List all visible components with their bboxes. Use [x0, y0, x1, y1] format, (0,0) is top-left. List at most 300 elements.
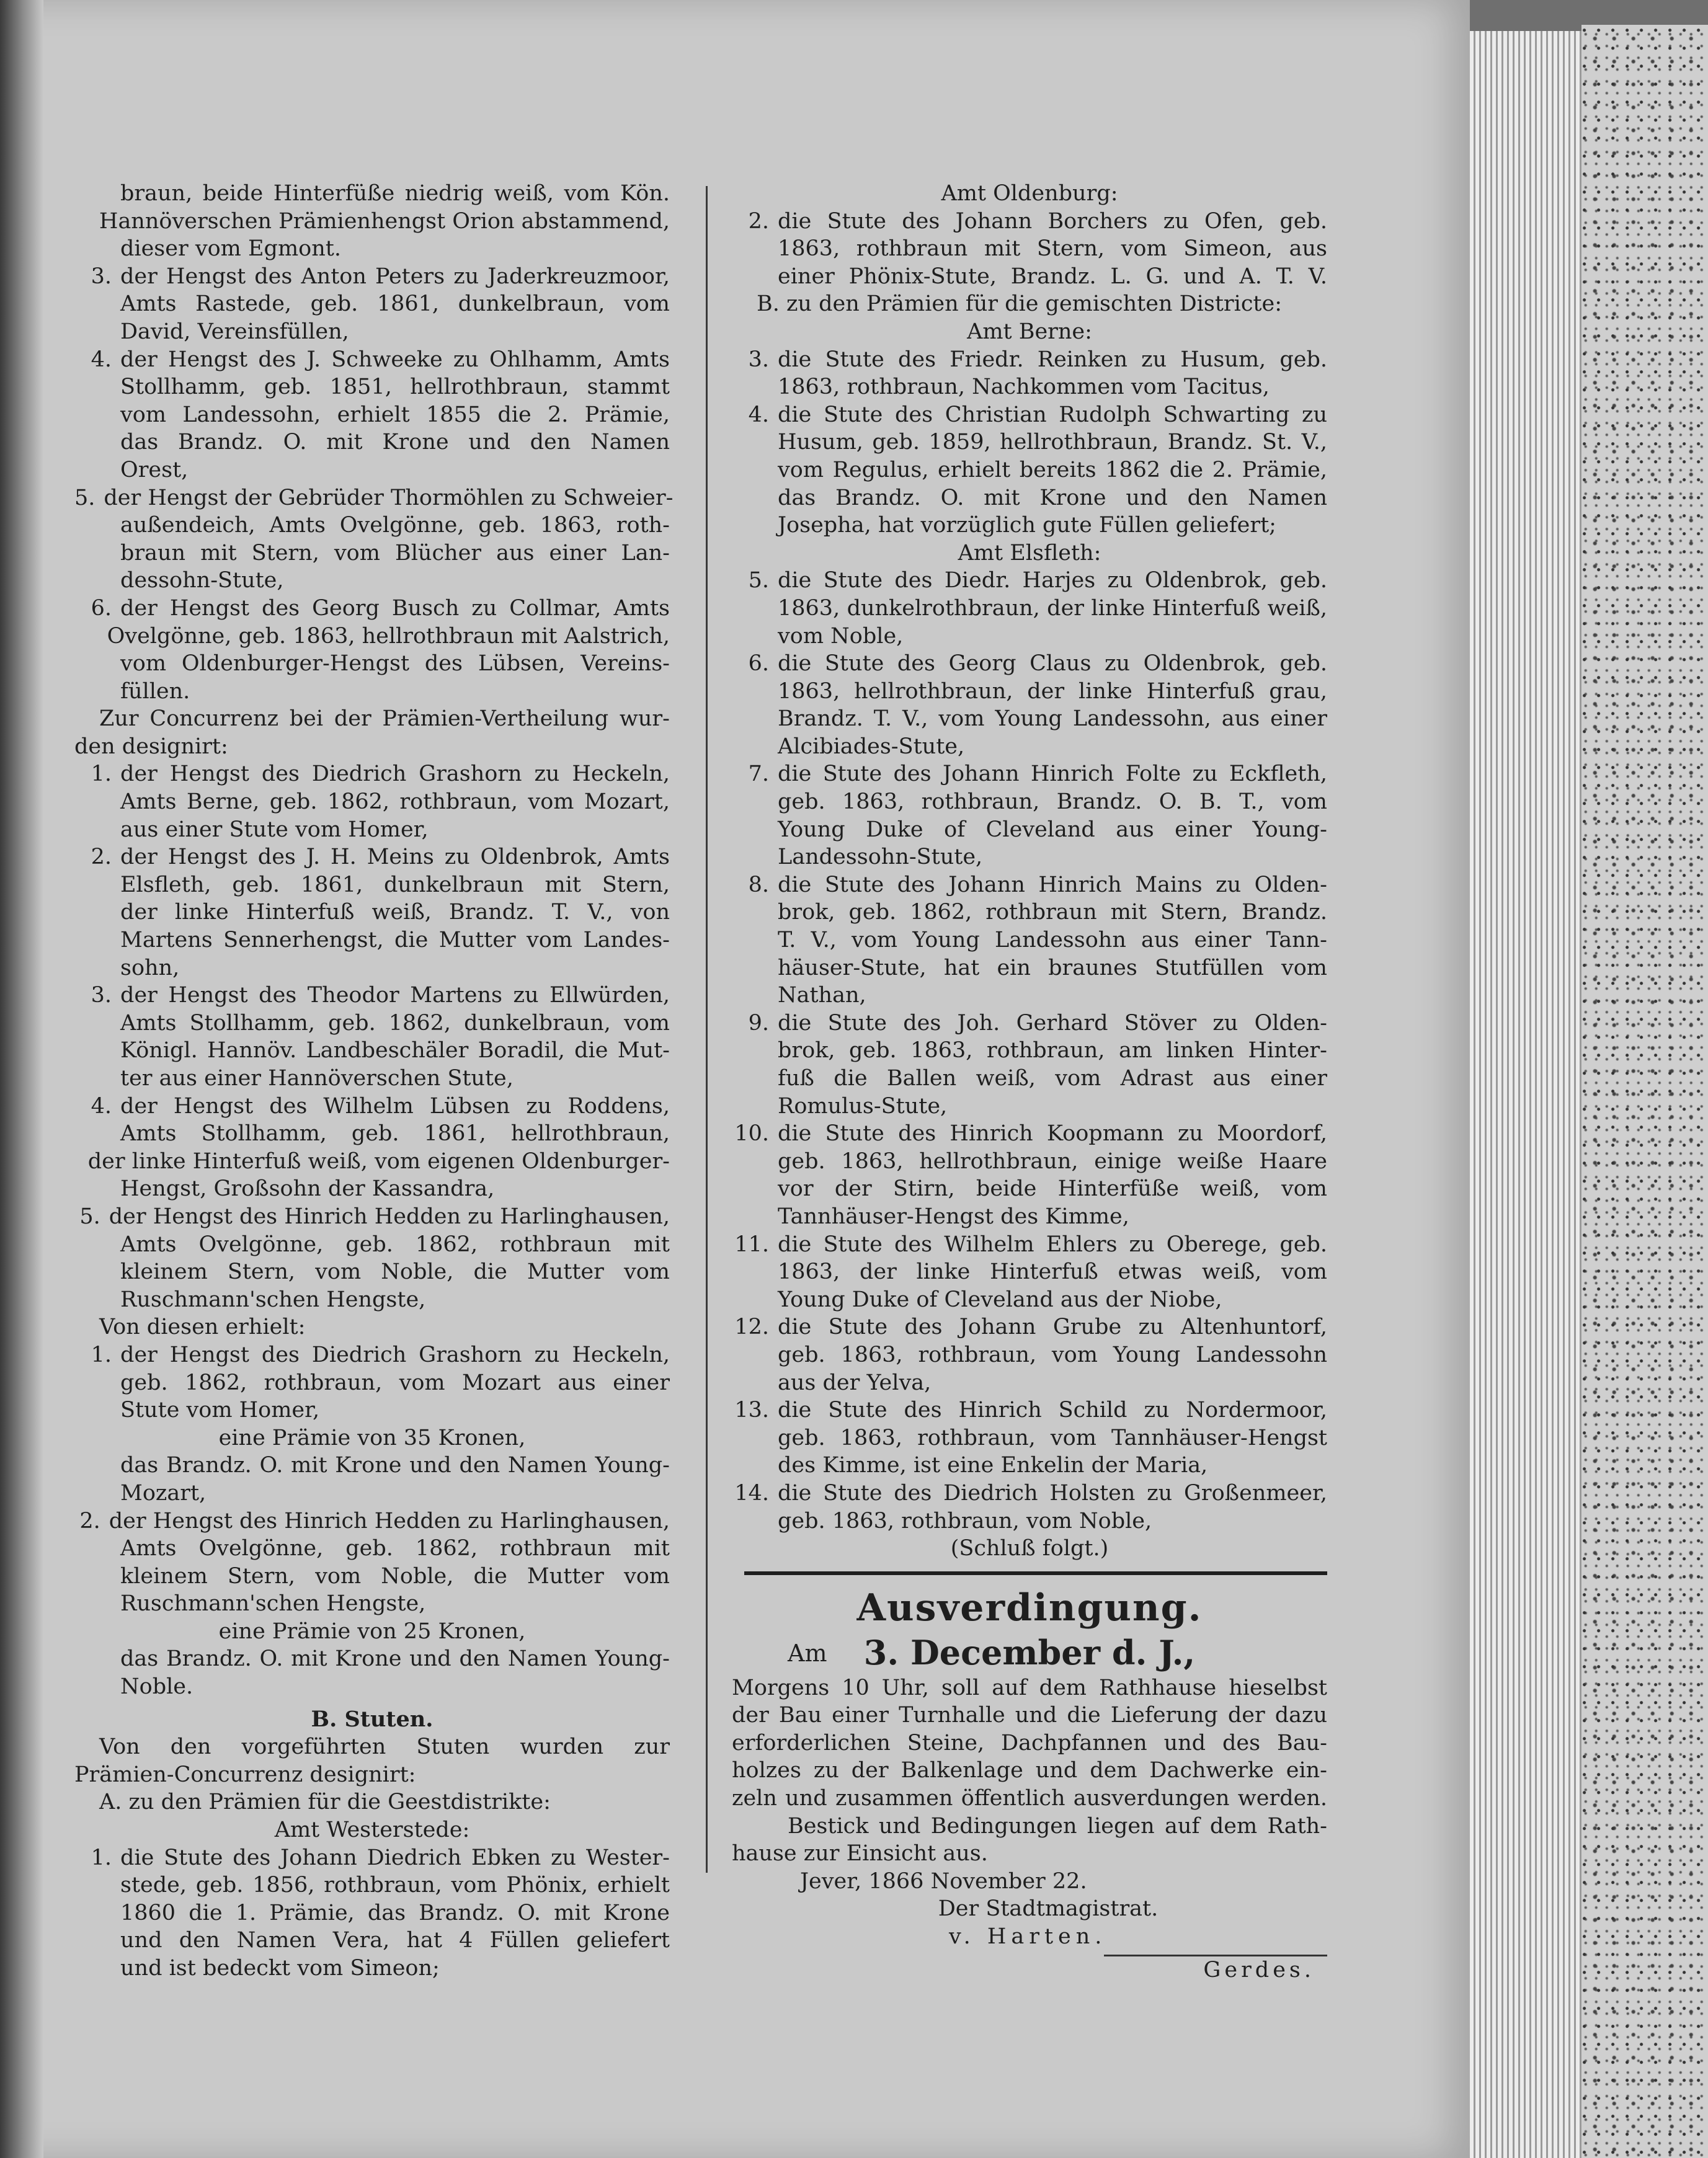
item-text: 1860 die 1. Prämie, das Brandz. O. mit Krone [120, 1900, 670, 1925]
list-item-line [74, 1175, 670, 1203]
list-item-line [74, 540, 670, 567]
list-item-line [732, 843, 1327, 871]
list-item-line [732, 899, 1327, 926]
item-number [74, 1480, 112, 1507]
list-item-line [732, 1341, 1327, 1369]
item-number [74, 926, 112, 954]
list-item-line [74, 1480, 670, 1507]
list-item-line [732, 1203, 1327, 1231]
item-text: Ruschmann'schen Hengste, [120, 1591, 426, 1617]
item-text: Josepha, hat vorzüglich gute Füllen geliefert; [778, 513, 1276, 538]
item-text: und ist bedeckt vom Simeon; [120, 1956, 440, 1981]
item-text: das Brandz. O. mit Krone und den Namen [120, 430, 670, 455]
list-item-start [732, 1396, 1327, 1424]
item-text: Nathan, [778, 983, 866, 1008]
list-item-line [74, 1645, 670, 1673]
item-text: geb. 1862, rothbraun, vom Mozart aus einer [120, 1370, 670, 1395]
notice-rule [744, 1571, 1327, 1575]
list-item-line [732, 373, 1327, 401]
item-number [74, 1037, 112, 1065]
item-text: der Hengst der Gebrüder Thormöhlen zu Schweier- [104, 485, 674, 510]
item-text: ter aus einer Hannöverschen Stute, [120, 1066, 514, 1091]
list-item-line [74, 1452, 670, 1480]
item-number [74, 428, 112, 456]
paragraph-line: Prämien-Concurrenz designirt: [74, 1762, 416, 1787]
item-number [74, 512, 112, 540]
notice-signatory: v. Harten. [949, 1924, 1107, 1950]
item-text: vom Regulus, erhielt bereits 1862 die 2. Prämie, [778, 457, 1327, 482]
list-item-line [74, 1396, 670, 1424]
item-number [732, 428, 769, 456]
item-text: Young Duke of Cleveland aus der Niobe, [778, 1287, 1222, 1312]
list-item-line [732, 595, 1327, 623]
item-text: die Stute des Friedr. Reinken zu Husum, geb. [778, 347, 1327, 372]
list-item-line [74, 290, 670, 318]
list-item-line [74, 1010, 670, 1037]
item-text: der linke Hinterfuß weiß, vom eigenen Oldenburger- [87, 1148, 670, 1174]
item-text: brok, geb. 1863, rothbraun, am linken Hinter- [778, 1038, 1327, 1063]
item-text: die Stute des Diedrich Holsten zu Großenmeer, [778, 1480, 1327, 1506]
item-number: 1. [91, 1342, 112, 1367]
item-number [732, 1093, 769, 1121]
item-number [732, 733, 769, 761]
item-text: Brandz. T. V., vom Young Landessohn, aus einer [778, 706, 1327, 732]
item-text: Mozart, [120, 1480, 207, 1506]
item-number [732, 1037, 769, 1065]
list-item-start [74, 1507, 670, 1535]
list-item-start [732, 208, 1327, 236]
item-text: vom Oldenburger-Hengst des Lübsen, Vereins- [120, 651, 670, 677]
list-item-line [732, 484, 1327, 512]
list-item-line [74, 512, 670, 540]
list-item-line [74, 1231, 670, 1259]
list-item-line [74, 650, 670, 678]
item-text: Hannöverschen Prämienhengst Orion abstammend, [99, 208, 670, 234]
list-item-line [74, 1258, 670, 1286]
list-item-line [74, 788, 670, 816]
item-text: geb. 1863, rothbraun, Brandz. O. B. T., vom [778, 789, 1327, 815]
list-item-line [74, 1120, 670, 1148]
item-text: dieser vom Egmont. [120, 236, 341, 262]
list-item-line [74, 816, 670, 844]
item-text: der Hengst des Hinrich Hedden zu Harlinghausen, [109, 1204, 670, 1229]
item-number [74, 1369, 112, 1397]
item-text: stede, geb. 1856, rothbraun, vom Phönix, erhielt [120, 1873, 670, 1898]
item-number [732, 843, 769, 871]
item-text: das Brandz. O. mit Krone und den Namen Young- [120, 1646, 670, 1672]
binding-gutter [0, 0, 43, 2158]
item-text: kleinem Stern, vom Noble, die Mutter vom [120, 1563, 670, 1589]
item-number: 2. [748, 208, 769, 234]
item-text: braun mit Stern, vom Blücher aus einer Lan- [120, 540, 670, 566]
item-text: der Hengst des J. Schweeke zu Ohlhamm, Amts [120, 347, 670, 372]
item-text: Amts Berne, geb. 1862, rothbraun, vom Mozart, [120, 789, 670, 815]
item-text: die Stute des Wilhelm Ehlers zu Oberege, geb. [778, 1232, 1327, 1257]
item-number [732, 512, 769, 540]
list-item-line [732, 512, 1327, 540]
item-text: Amts Rastede, geb. 1861, dunkelbraun, vom [120, 291, 670, 317]
item-text: geb. 1863, rothbraun, vom Noble, [778, 1508, 1152, 1534]
centered-line: (Schluß folgt.) [950, 1536, 1109, 1561]
list-item-line [732, 1507, 1327, 1535]
list-item-line [74, 1955, 670, 1983]
item-number [732, 1203, 769, 1231]
notice-body-line: zeln und zusammen öffentlich ausverdungen werden. [732, 1786, 1327, 1811]
right-column [732, 180, 1327, 1984]
notice-body-line: erforderlichen Steine, Dachpfannen und des Bau- [732, 1730, 1327, 1756]
item-number: 2. [79, 1508, 100, 1534]
item-number [74, 180, 112, 208]
list-item-line [74, 1673, 670, 1701]
list-item-start [732, 1313, 1327, 1341]
list-item-start [74, 263, 670, 291]
column-divider [706, 186, 708, 1873]
list-item-line [74, 1148, 670, 1176]
item-number [74, 1899, 112, 1927]
item-number [74, 1120, 112, 1148]
left-column [74, 180, 674, 1983]
list-item-line [732, 263, 1327, 291]
item-number: 5. [74, 485, 96, 510]
list-item-line [732, 705, 1327, 733]
item-text: 1863, rothbraun, Nachkommen vom Tacitus, [778, 375, 1270, 400]
item-number: 4. [91, 347, 112, 372]
list-item-line [732, 1424, 1327, 1452]
item-number [74, 678, 112, 706]
item-number: 5. [79, 1204, 100, 1229]
item-number [74, 816, 112, 844]
item-number: 6. [748, 651, 769, 677]
item-number: 13. [734, 1398, 769, 1423]
item-text: vor der Stirn, beide Hinterfüße weiß, vom [778, 1176, 1327, 1202]
item-number: 8. [748, 872, 769, 897]
item-number [74, 954, 112, 982]
item-number [732, 235, 769, 263]
item-number [74, 1535, 112, 1563]
list-item-line [732, 1148, 1327, 1176]
item-text: das Brandz. O. mit Krone und den Namen [778, 485, 1327, 510]
item-number [74, 540, 112, 567]
item-number [732, 623, 769, 651]
item-number [74, 1258, 112, 1286]
item-text: Husum, geb. 1859, hellrothbraun, Brandz. St. V., [778, 430, 1327, 455]
item-text: der Hengst des Hinrich Hedden zu Harlinghausen, [109, 1508, 670, 1534]
item-number: 12. [734, 1315, 769, 1340]
list-item-start [74, 346, 670, 374]
list-item-start [732, 871, 1327, 899]
centered-line: Amt Westerstede: [274, 1818, 470, 1843]
item-number: 4. [748, 402, 769, 427]
list-item-line [74, 235, 670, 263]
item-number: 7. [748, 762, 769, 787]
item-text: die Stute des Georg Claus zu Oldenbrok, geb. [778, 651, 1327, 677]
item-number [74, 650, 112, 678]
item-text: vom Landessohn, erhielt 1855 die 2. Prämie, [120, 402, 670, 427]
item-number [74, 1065, 112, 1093]
item-number [732, 982, 769, 1010]
list-item-line [74, 318, 670, 346]
list-item-line [74, 180, 670, 208]
item-number [74, 235, 112, 263]
item-text: die Stute des Diedr. Harjes zu Oldenbrok, geb. [778, 568, 1327, 593]
list-item-line [732, 954, 1327, 982]
list-item-line [74, 623, 670, 651]
item-text: die Stute des Joh. Gerhard Stöver zu Olden- [778, 1010, 1327, 1036]
item-text: geb. 1863, rothbraun, vom Young Landessohn [778, 1342, 1327, 1367]
list-item-line [74, 871, 670, 899]
list-item-line [74, 373, 670, 401]
list-item-start [74, 982, 670, 1010]
item-number: 3. [748, 347, 769, 372]
list-item-start [74, 595, 670, 623]
item-number [732, 1258, 769, 1286]
item-text: die Stute des Christian Rudolph Schwarting zu [778, 402, 1327, 427]
list-item-start [74, 484, 674, 512]
item-text: brok, geb. 1862, rothbraun mit Stern, Brandz. [778, 900, 1327, 925]
item-text: aus einer Stute vom Homer, [120, 817, 429, 842]
section-heading: B. Stuten. [311, 1706, 434, 1732]
item-text: Stollhamm, geb. 1851, hellrothbraun, stammt [120, 375, 670, 400]
item-number: 4. [91, 1093, 112, 1119]
item-number [732, 926, 769, 954]
item-number [74, 1231, 112, 1259]
list-item-line [74, 1286, 670, 1314]
notice-body-line: Morgens 10 Uhr, soll auf dem Rathhause hieselbst [732, 1675, 1327, 1700]
item-number [732, 1065, 769, 1093]
mare-list [732, 180, 1327, 1563]
item-number: 2. [91, 845, 112, 870]
list-item-start [732, 760, 1327, 788]
item-number [74, 623, 99, 651]
list-item-start [74, 1844, 670, 1872]
item-number [74, 1590, 112, 1618]
item-number [732, 1507, 769, 1535]
list-item-line [732, 1286, 1327, 1314]
item-number [74, 1010, 112, 1037]
item-text: Ruschmann'schen Hengste, [120, 1287, 426, 1312]
notice-body-line: hause zur Einsicht aus. [732, 1841, 988, 1867]
item-number: 1. [91, 762, 112, 787]
list-item-start [732, 346, 1327, 374]
list-item-line [74, 428, 670, 456]
item-text: Tannhäuser-Hengst des Kimme, [778, 1204, 1129, 1229]
item-number: 11. [734, 1232, 769, 1257]
list-item-line [732, 1369, 1327, 1397]
subheading-line: A. zu den Prämien für die Geestdistrikte: [99, 1790, 551, 1815]
list-item-start [74, 1093, 670, 1121]
item-number [74, 567, 112, 595]
printer-name: Gerdes. [1104, 1955, 1327, 1984]
list-item-line [732, 926, 1327, 954]
item-text: der Hengst des Theodor Martens zu Ellwürden, [120, 983, 670, 1008]
item-text: Amts Ovelgönne, geb. 1862, rothbraun mit [120, 1232, 670, 1257]
list-item-line [732, 733, 1327, 761]
item-number: 5. [748, 568, 769, 593]
centered-line: eine Prämie von 25 Kronen, [218, 1618, 526, 1644]
notice-body-line: der Bau einer Turnhalle und die Lieferung der dazu [732, 1703, 1327, 1728]
item-text: sohn, [120, 955, 180, 980]
list-item-line [74, 567, 670, 595]
subheading-line: B. zu den Prämien für die gemischten Districte: [757, 291, 1282, 317]
list-item-line [74, 1563, 670, 1591]
list-item-start [732, 1120, 1327, 1148]
item-text: fuß die Ballen weiß, vom Adrast aus einer [778, 1066, 1327, 1091]
item-number [732, 1369, 769, 1397]
item-text: der Hengst des Georg Busch zu Collmar, Amts [120, 595, 670, 621]
item-text: Romulus-Stute, [778, 1093, 948, 1119]
item-text: der Hengst des Diedrich Grashorn zu Heckeln, [120, 1342, 670, 1367]
list-item-line [732, 623, 1327, 651]
item-number [732, 456, 769, 484]
paragraph-line: Zur Concurrenz bei der Prämien-Vertheilung wur- [99, 706, 670, 732]
item-text: Amts Ovelgönne, geb. 1862, rothbraun mit [120, 1536, 670, 1561]
item-number: 10. [734, 1121, 769, 1147]
item-number [74, 1396, 112, 1424]
list-item-start [732, 650, 1327, 678]
item-text: die Stute des Johann Hinrich Folte zu Eckfleth, [778, 762, 1327, 787]
item-text: der Hengst des J. H. Meins zu Oldenbrok, Amts [120, 845, 670, 870]
item-text: Ovelgönne, geb. 1863, hellrothbraun mit Aalstrich, [107, 623, 670, 649]
item-number [74, 1955, 112, 1983]
item-text: 1863, rothbraun mit Stern, vom Simeon, aus [778, 236, 1327, 262]
item-number [74, 456, 112, 484]
item-number [732, 1175, 769, 1203]
item-number [732, 678, 769, 706]
list-item-line [74, 926, 670, 954]
list-item-line [74, 899, 670, 926]
item-number [74, 1175, 112, 1203]
centered-line: Amt Oldenburg: [941, 181, 1118, 206]
item-number [732, 954, 769, 982]
notice-am: Am [788, 1639, 827, 1667]
list-item-line [732, 982, 1327, 1010]
paragraph-line: den designirt: [74, 734, 228, 759]
item-number [74, 1148, 79, 1176]
item-text: geb. 1863, hellrothbraun, einige weiße Haare [778, 1148, 1327, 1174]
notice-date: 3. December d. J., [863, 1632, 1196, 1672]
item-number [74, 318, 112, 346]
item-text: David, Vereinsfüllen, [120, 319, 349, 344]
item-number [732, 1424, 769, 1452]
item-text: vom Noble, [778, 623, 904, 649]
item-number: 14. [734, 1480, 769, 1506]
item-text: Königl. Hannöv. Landbeschäler Boradil, die Mut- [120, 1038, 670, 1063]
list-item-line [74, 208, 670, 236]
item-number [732, 788, 769, 816]
notice-place-date: Jever, 1866 November 22. [800, 1868, 1087, 1894]
item-text: Noble. [120, 1674, 193, 1700]
item-text: Amts Stollhamm, geb. 1862, dunkelbraun, vom [120, 1010, 670, 1036]
list-item-line [732, 1093, 1327, 1121]
item-text: die Stute des Johann Hinrich Mains zu Olden- [778, 872, 1327, 897]
list-item-line [732, 456, 1327, 484]
item-number [74, 208, 91, 236]
list-item-line [74, 1927, 670, 1955]
item-text: Amts Stollhamm, geb. 1861, hellrothbraun, [120, 1121, 670, 1147]
centered-line: Amt Berne: [967, 319, 1092, 344]
item-number [732, 1341, 769, 1369]
list-item-start [732, 401, 1327, 429]
item-text: kleinem Stern, vom Noble, die Mutter vom [120, 1259, 670, 1285]
item-number [732, 373, 769, 401]
item-text: 1863, hellrothbraun, der linke Hinterfuß grau, [778, 678, 1327, 704]
list-item-line [74, 1037, 670, 1065]
list-item-start [732, 567, 1327, 595]
item-number [732, 1286, 769, 1314]
list-item-line [74, 401, 670, 429]
item-text: das Brandz. O. mit Krone und den Namen Young- [120, 1453, 670, 1478]
list-item-start [74, 843, 670, 871]
item-text: geb. 1863, rothbraun, vom Tannhäuser-Hengst [778, 1425, 1327, 1450]
item-text: des Kimme, ist eine Enkelin der Maria, [778, 1453, 1208, 1478]
item-text: der Hengst des Diedrich Grashorn zu Heckeln, [120, 762, 670, 787]
item-number: 9. [748, 1010, 769, 1036]
book-edge [1470, 31, 1581, 2158]
item-text: häuser-Stute, hat ein braunes Stutfüllen vom [778, 955, 1327, 980]
item-number [732, 263, 769, 291]
list-item-start [732, 1231, 1327, 1259]
item-number [732, 899, 769, 926]
item-text: die Stute des Hinrich Schild zu Nordermoor, [778, 1398, 1327, 1423]
item-number: 6. [91, 595, 112, 621]
item-text: die Stute des Hinrich Koopmann zu Moordorf, [778, 1121, 1327, 1147]
item-number: 3. [91, 983, 112, 1008]
item-text: füllen. [120, 678, 190, 704]
item-text: die Stute des Johann Borchers zu Ofen, geb. [778, 208, 1327, 234]
list-item-line [732, 816, 1327, 844]
item-text: Landessohn-Stute, [778, 845, 983, 870]
item-number [74, 401, 112, 429]
item-number [74, 899, 112, 926]
item-number [74, 1927, 112, 1955]
list-item-line [732, 428, 1327, 456]
item-text: aus der Yelva, [778, 1370, 932, 1395]
list-item-start [732, 1010, 1327, 1037]
item-number [732, 484, 769, 512]
list-item-start [732, 1480, 1327, 1507]
item-text: Hengst, Großsohn der Kassandra, [120, 1176, 495, 1202]
paragraph-line: Von diesen erhielt: [99, 1315, 306, 1340]
list-item-line [74, 1535, 670, 1563]
item-number: 3. [91, 264, 112, 289]
list-item-start [74, 1341, 670, 1369]
list-item-line [74, 1872, 670, 1899]
cover-edge [1581, 25, 1708, 2158]
list-item-line [732, 788, 1327, 816]
item-text: 1863, der linke Hinterfuß etwas weiß, vom [778, 1259, 1327, 1285]
list-item-line [74, 1590, 670, 1618]
item-number [74, 788, 112, 816]
list-item-line [732, 1037, 1327, 1065]
item-text: der Hengst des Anton Peters zu Jaderkreuzmoor, [120, 264, 670, 289]
notice-title: Ausverdingung. [856, 1586, 1203, 1630]
item-text: Young Duke of Cleveland aus einer Young- [778, 817, 1327, 842]
list-item-line [74, 1369, 670, 1397]
item-number [732, 595, 769, 623]
item-text: die Stute des Johann Grube zu Altenhuntorf, [778, 1315, 1327, 1340]
list-item-line [74, 1065, 670, 1093]
list-item-line [732, 235, 1327, 263]
item-number [74, 1286, 112, 1314]
item-number: 1. [91, 1845, 112, 1870]
centered-line: Amt Elsfleth: [958, 540, 1101, 566]
centered-line: eine Prämie von 35 Kronen, [218, 1425, 526, 1450]
list-item-line [74, 954, 670, 982]
item-text: der Hengst des Wilhelm Lübsen zu Roddens, [120, 1093, 670, 1119]
item-number [732, 1452, 769, 1480]
list-item-line [74, 456, 670, 484]
item-number [732, 705, 769, 733]
